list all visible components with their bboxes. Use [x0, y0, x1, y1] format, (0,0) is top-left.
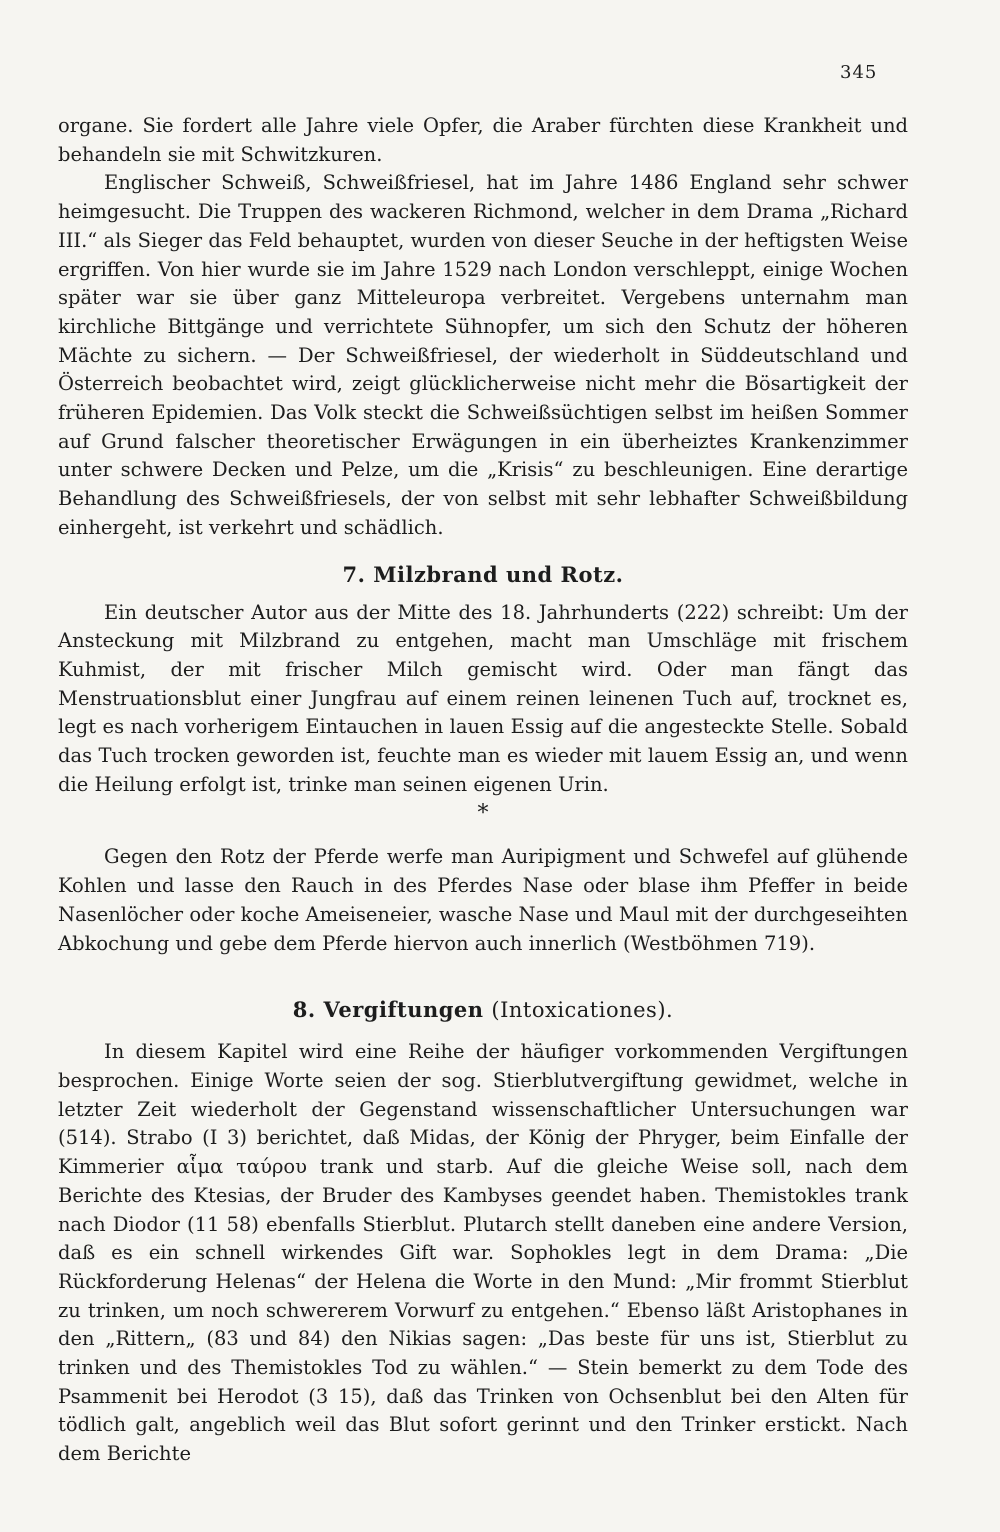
paragraph-englischer-schweiss: Englischer Schweiß, Schweißfriesel, hat im Jahre 1486 England sehr schwer heimgesucht. Die Truppen des wackeren Richmond, welcher in dem Drama „Richard III.“ als Sieger das Feld behauptet, wurden von dieser Seuche in der heftigsten Weise ergriffen. Von hier wurde sie im Jahre 1529 nach London verschleppt, einige Wochen später war sie über ganz Mitteleuropa verbreitet. Vergebens unternahm man kirchliche Bittgänge und verrichtete Sühnopfer, um sich den Schutz der höheren Mächte zu sichern. — Der Schweißfriesel, der wiederholt in Süddeutschland und Österreich beobachtet wird, zeigt glücklicherweise nicht mehr die Bösartigkeit der früheren Epidemien. Das Volk steckt die Schweißsüchtigen selbst im heißen Sommer auf Grund falscher theoretischer Erwägungen in ein überheiztes Krankenzimmer unter schwere Decken und Pelze, um die „Krisis“ zu beschleunigen. Eine derartige Behandlung des Schweißfriesels, der von selbst mit sehr lebhafter Schweißbildung einhergeht, ist verkehrt und schädlich. — [58, 171, 908, 539]
page-number: 345 — [840, 62, 878, 83]
paragraph-rotz: Gegen den Rotz der Pferde werfe man Auripigment und Schwefel auf glühende Kohlen und lasse den Rauch in des Pferdes Nase oder blase ihm Pfeffer in beide Nasenlöcher oder koche Ameiseneier, wasche Nase und Maul mit der durchgeseihten Abkochung und gebe dem Pferde hiervon auch innerlich (Westböhmen 719). — [58, 845, 908, 955]
paragraph-vergiftungen: In diesem Kapitel wird eine Reihe der häufiger vorkommenden Vergiftungen besprochen. Einige Worte seien der sog. Stierblutvergiftung gewidmet, welche in letzter Zeit wiederholt der Gegenstand wissenschaftlicher Untersuchungen war (514). Strabo (I 3) berichtet, daß Midas, der König der Phryger, beim Einfalle der Kimmerier αἷμα ταύρου trank und starb. Auf die gleiche Weise soll, nach dem Berichte des Ktesias, der Bruder des Kambyses geendet haben. Themistokles trank nach Diodor (11 58) ebenfalls Stierblut. Plutarch stellt daneben eine andere Version, daß es ein schnell wirkendes Gift war. Sophokles legt in dem Drama: „Die Rückforderung Helenas“ der Helena die Worte in den Mund: „Mir frommt Stierblut zu trinken, um noch schwererem Vorwurf zu entgehen.“ Ebenso läßt Aristophanes in den „Rittern„ (83 und 84) den Nikias sagen: „Das beste für uns ist, Stierblut zu trinken und des Themistokles Tod zu wählen.“ — Stein bemerkt zu dem Tode des Psammenit bei Herodot (3 15), daß das Trinken von Ochsenblut bei den Alten für tödlich galt, angeblich weil das Blut sofort gerinnt und den Trinker erstickt. Nach dem Berichte — [58, 1040, 908, 1466]
section-heading-milzbrand: 7. Milzbrand und Rotz. — [342, 561, 624, 587]
section-heading-vergiftungen — [58, 996, 908, 1024]
paragraph-milzbrand: Ein deutscher Autor aus der Mitte des 18. Jahrhunderts (222) schreibt: Um der Ansteckung mit Milzbrand zu entgehen, macht man Umschläge mit frischem Kuhmist, der mit frischer Milch gemischt wird. Oder man fängt das Menstruationsblut einer Jungfrau auf einem reinen leinenen Tuch auf, trocknet es, legt es nach vorherigem Eintauchen in lauen Essig auf die angesteckte Stelle. Sobald das Tuch trocken geworden ist, feuchte man es wieder mit lauem Essig an, und wenn die Heilung erfolgt ist, trinke man seinen eigenen Urin. — [58, 600, 908, 796]
page-body — [58, 112, 908, 1469]
asterisk-separator: * — [477, 801, 489, 827]
section-heading-vergiftungen-title: 8. Vergiftungen — [292, 997, 484, 1023]
section-heading-vergiftungen-latin: (Intoxicationes). — [491, 998, 674, 1023]
paragraph-krankheit-ending: organe. Sie fordert alle Jahre viele Opfer, die Araber fürchten diese Krankheit und behandeln sie mit Schwitzkuren. — [58, 114, 908, 166]
